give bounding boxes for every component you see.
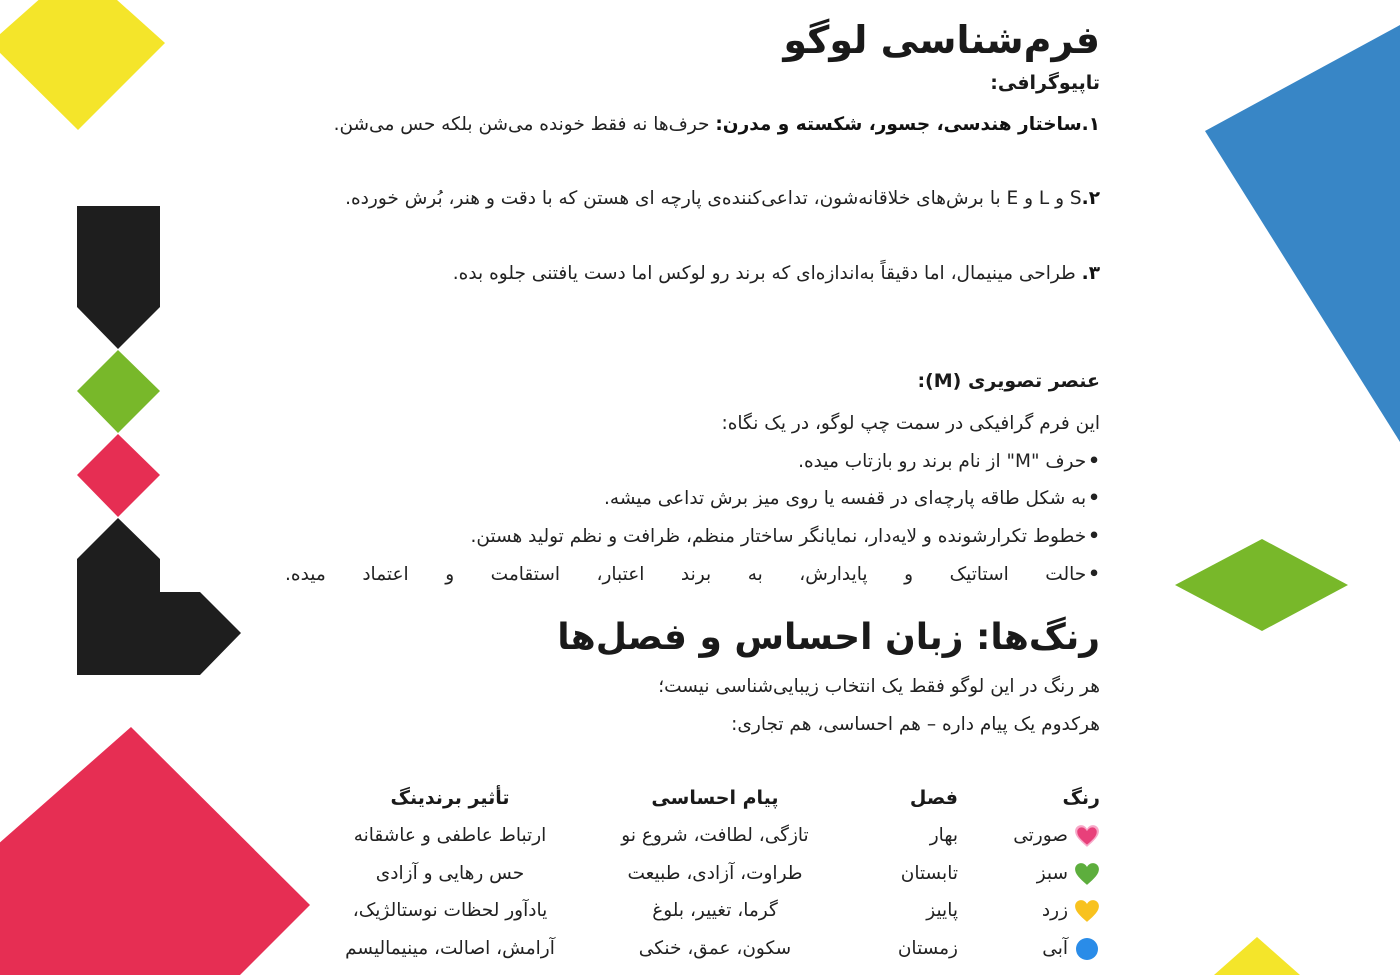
typography-label: تاپیوگرافی: <box>990 72 1100 94</box>
table-cell-season: زمستان <box>897 937 958 959</box>
table-cell-message: تازگی، لطافت، شروع نو <box>621 825 809 846</box>
table-cell-effect: آرامش، اصالت، مینیمالیسم <box>345 937 555 959</box>
typography-item-1-bold: ساختار هندسی، جسور، شکسته و مدرن: <box>715 114 1082 135</box>
yellow-heart-icon <box>1074 899 1100 923</box>
page-title: فرم‌شناسی لوگو <box>783 18 1100 62</box>
visual-element-label: عنصر تصویری (M): <box>917 370 1100 392</box>
bullet-icon: • <box>1088 526 1100 547</box>
table-cell-season: تابستان <box>900 862 958 884</box>
visual-element-intro: این فرم گرافیکی در سمت چپ لوگو، در یک نگاه: <box>721 413 1100 434</box>
green-heart-icon <box>1074 862 1100 886</box>
typography-item-3-text: طراحی مینیمال، اما دقیقاً به‌اندازه‌ای که برند رو لوکس اما دست یافتنی جلوه بده. <box>452 263 1082 284</box>
typography-item-1-number: ۱. <box>1081 114 1100 135</box>
typography-item-2-number: ۲. <box>1081 188 1100 209</box>
yellow-diamond-top-left <box>0 0 165 130</box>
table-cell-effect: حس رهایی و آزادی <box>375 862 525 884</box>
colors-section-title: رنگ‌ها: زبان احساس و فصل‌ها <box>557 617 1100 658</box>
visual-element-bullet: •حرف "M" از نام برند رو بازتاب میده. <box>798 451 1100 472</box>
table-cell-message: گرما، تغییر، بلوغ <box>652 900 778 921</box>
table-cell-message: سکون، عمق، خنکی <box>638 937 792 959</box>
logo-black-bottom <box>77 518 241 675</box>
table-cell-color: سبز <box>990 855 1100 893</box>
header-color: رنگ <box>1062 787 1100 809</box>
typography-item-1-text: حرف‌ها نه فقط خونده می‌شن بلکه حس می‌شن. <box>333 114 716 135</box>
visual-element-bullet: •به شکل طاقه پارچه‌ای در قفسه یا روی میز برش تداعی میشه. <box>604 488 1100 509</box>
typography-item-2-text: S و L و E با برش‌های خلاقانه‌شون، تداعی‌کننده‌ی پارچه ای هستن که با دقت و هنر، بُرش خورده. <box>345 188 1082 209</box>
bullet-icon: • <box>1088 488 1100 509</box>
bullet-icon: • <box>1088 451 1100 472</box>
logo-black-top <box>77 206 160 349</box>
color-season-table <box>280 780 1100 970</box>
visual-element-bullet: •خطوط تکرارشونده و لایه‌دار، نمایانگر ساختار منظم، ظرافت و نظم تولید هستن. <box>470 526 1100 547</box>
blue-diamond-right <box>1205 25 1400 442</box>
green-rhombus-right <box>1175 539 1348 631</box>
table-cell-effect: یادآور لحظات نوستالژیک، <box>352 900 548 921</box>
colors-intro-line-1: هر رنگ در این لوگو فقط یک انتخاب زیبایی‌شناسی نیست؛ <box>658 676 1100 697</box>
logo-pink-diamond <box>77 434 160 517</box>
bullet-icon: • <box>1088 564 1100 585</box>
table-cell-message: طراوت، آزادی، طبیعت <box>627 862 803 884</box>
logo-m-element <box>77 206 241 675</box>
header-effect: تأثیر برندینگ <box>390 787 510 809</box>
blue-circle-icon <box>1074 937 1100 961</box>
table-cell-effect: ارتباط عاطفی و عاشقانه <box>353 825 547 846</box>
typography-item-3 <box>285 255 1100 292</box>
pink-heart-icon <box>1074 824 1100 848</box>
typography-item-2 <box>285 180 1100 217</box>
table-cell-color: زرد <box>990 892 1100 930</box>
column-season <box>848 780 958 967</box>
pink-diamond-bottom-left <box>0 727 310 975</box>
column-message <box>595 780 835 967</box>
yellow-triangle-bottom-right <box>1214 937 1300 975</box>
colors-intro-line-2: هرکدوم یک پیام داره – هم احساسی، هم تجاری: <box>731 714 1100 735</box>
logo-green-diamond <box>77 350 160 433</box>
typography-item-3-number: ۳. <box>1081 263 1100 284</box>
column-color <box>990 780 1100 967</box>
column-effect <box>320 780 580 967</box>
table-cell-season: بهار <box>929 825 958 846</box>
visual-element-bullet: •حالت استاتیک و پایدارش، به برند اعتبار، استقامت و اعتماد میده. <box>285 564 1100 585</box>
table-cell-color: صورتی <box>990 817 1100 855</box>
typography-item-1 <box>285 106 1100 143</box>
table-cell-season: پاییز <box>926 900 958 921</box>
header-message: پیام احساسی <box>651 787 779 809</box>
header-season: فصل <box>909 787 958 809</box>
table-cell-color: آبی <box>990 930 1100 968</box>
